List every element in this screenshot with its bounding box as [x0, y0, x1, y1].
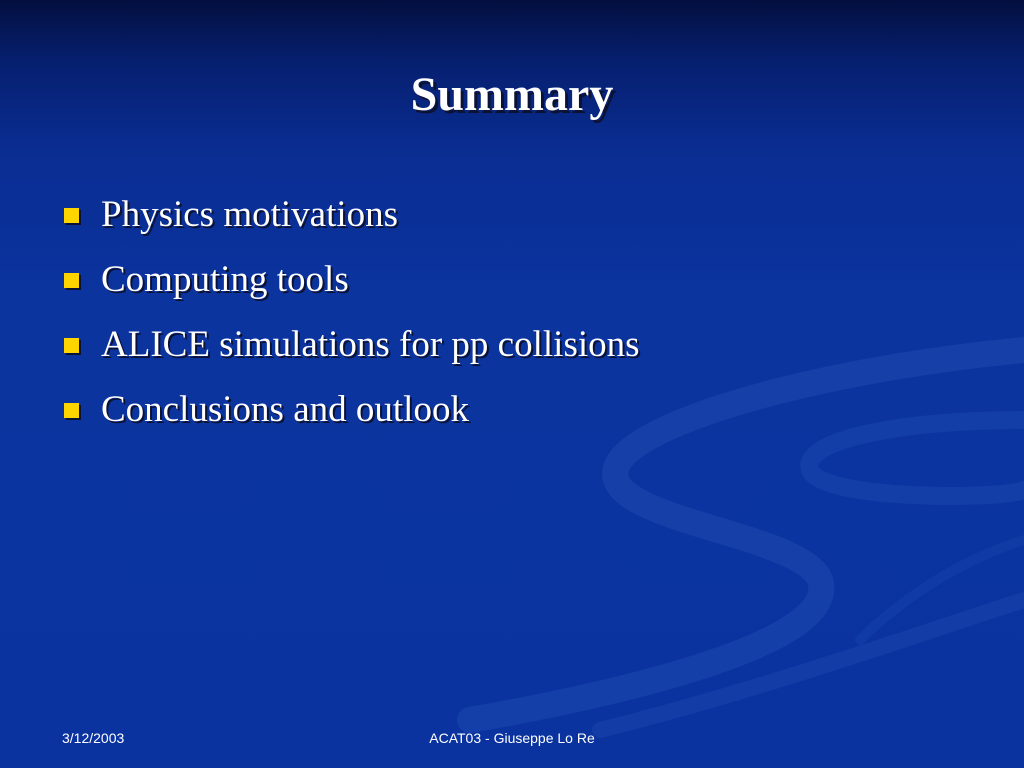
bullet-text: Physics motivations — [101, 194, 399, 235]
yellow-square-bullet-icon — [64, 403, 79, 418]
bullet-item — [62, 184, 962, 249]
bullet-item — [62, 379, 962, 444]
bullet-text: Computing tools — [101, 259, 349, 300]
footer-date: 3/12/2003 — [62, 730, 125, 746]
slide-title: Summary — [410, 68, 614, 121]
yellow-square-bullet-icon — [64, 273, 79, 288]
bullet-text: Conclusions and outlook — [101, 389, 469, 430]
yellow-square-bullet-icon — [64, 338, 79, 353]
footer-presenter: ACAT03 - Giuseppe Lo Re — [429, 730, 595, 746]
bullet-list — [62, 184, 962, 444]
bullet-item — [62, 314, 962, 379]
bullet-text: ALICE simulations for pp collisions — [101, 324, 640, 365]
yellow-square-bullet-icon — [64, 208, 79, 223]
bullet-item — [62, 249, 962, 314]
